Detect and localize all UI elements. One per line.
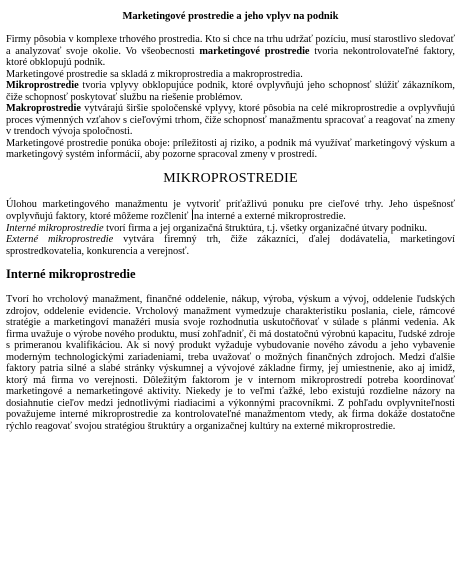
intro-text-4b: vytvárajú širšie spoločenské vplyvy, ktoré pôsobia na celé mikroprostredie a ovplyvňujú proces výmenných vzťahov s cieľovými trhom, čiže schopnosť manažmentu spracovať a reagovať na zmeny v trendoch vývoja spoločnosti. — [6, 103, 455, 137]
term-macroenvironment: Makroprostredie — [6, 103, 81, 114]
intro-paragraph-2: Marketingové prostredie sa skladá z mikroprostredia a makroprostredia. — [6, 68, 303, 80]
micro-paragraph-3 — [6, 234, 455, 257]
intro-paragraph-5: Marketingové prostredie ponúka oboje: príležitosti aj riziko, a podnik má využívať marketingový výskum a marketingový systém informácií, aby pozorne spracoval zmeny v prostredí. — [6, 137, 455, 160]
intro-text-1c: tvoria nekontrolovateľné faktory, ktoré obklopujú podnik. — [6, 45, 455, 68]
term-external-micro: Externé mikroprostredie — [6, 234, 114, 245]
intro-paragraph-3 — [6, 80, 455, 103]
micro-paragraph-2 — [6, 223, 455, 235]
intro-paragraph-1 — [6, 34, 455, 69]
section-heading-micro: MIKROPROSTREDIE — [163, 170, 298, 186]
term-internal-micro: Interné mikroprostredie — [6, 222, 104, 234]
subsection-heading-internal: Interné mikroprostredie — [6, 267, 136, 281]
micro-paragraph-1 — [6, 199, 455, 223]
document-title: Marketingové prostredie a jeho vplyv na podnik — [122, 11, 339, 22]
micro-text-1b: na interné a externé mikroprostredie. — [194, 211, 346, 222]
micro-text-3b: vytvára firemný trh, čiže zákazníci, ďalej dodávatelia, marketingoví sprostredkovatelia, konkurencia a verejnosť. — [6, 234, 455, 257]
term-microenvironment: Mikroprostredie — [6, 80, 79, 91]
micro-text-2b: tvorí firma a jej organizačná štruktúra, t.j. všetky organizačné útvary podniku. — [103, 222, 428, 234]
text-cursor — [192, 210, 193, 220]
micro-text-1a: Úlohou marketingového manažmentu je vytvoriť príťažlivú ponuku pre cieľové trhy. Jeho úspešnosť ovplyvňujú faktory, ktoré môžeme rozčleniť — [6, 198, 455, 222]
intro-paragraph-4 — [6, 103, 455, 138]
intro-text-1a: Firmy pôsobia v komplexe trhového prostredia. Kto si chce na trhu udržať pozíciu, musí starostlivo sledovať a analyzovať svoje okolie. Vo všeobecnosti — [6, 34, 455, 57]
internal-paragraph-1: Tvorí ho vrcholový manažment, finančné oddelenie, nákup, výroba, výskum a vývoj, oddelenie ľudských zdrojov, oddelenie evidencie. Vrcholový manažment vymedzuje charakteristiku poslania, ciele, rámcové stratégie a marketingoví manažéri musia svoje rozhodnutia uskutočňovať v súlade s plánmi vedenia. Ak firma uvažuje o výrobe nového produktu, musí zohľadniť, či má dostatočnú výrobnú kapacitu, ľudské zdroje s primeranou kvalifikáciou. Ak si nový produkt vyžaduje vybudovanie nového závodu a jeho vybavenie moderným technologickými zariadeniami, treba uvažovať o možných finančných zdrojoch. Medzi ďalšie faktory patria silné a slabé stránky výskumnej a vývojové základne firmy, jej umiestnenie, ako aj imidž, ktorý má firma vo verejnosti. Dôležitým faktorom je v internom mikroprostredí potreba koordinovať marketingové a nemarketingové aktivity. Niekedy je to veľmi ťažké, lebo existujú rozdielne názory na dosiahnutie cieľov medzi jednotlivými riadiacimi a výkonnými pracovníkmi. Z pohľadu ovplyvniteľnosti považujeme interné mikroprostredie za kontrolovateľné manažmentom vtedy, ak firma dokáže dostatočne rýchlo reagovať svojou stratégiou štruktúry a organizačnej kultúry na externé mikroprostredie. — [6, 294, 455, 432]
intro-text-3b: tvoria vplyvy obklopujúce podnik, ktoré ovplyvňujú jeho schopnosť slúžiť zákazníkom, čiže schopnosť poskytovať službu na riešenie problémov. — [6, 80, 455, 103]
intro-term-marketing-environment: marketingové prostredie — [199, 45, 310, 57]
